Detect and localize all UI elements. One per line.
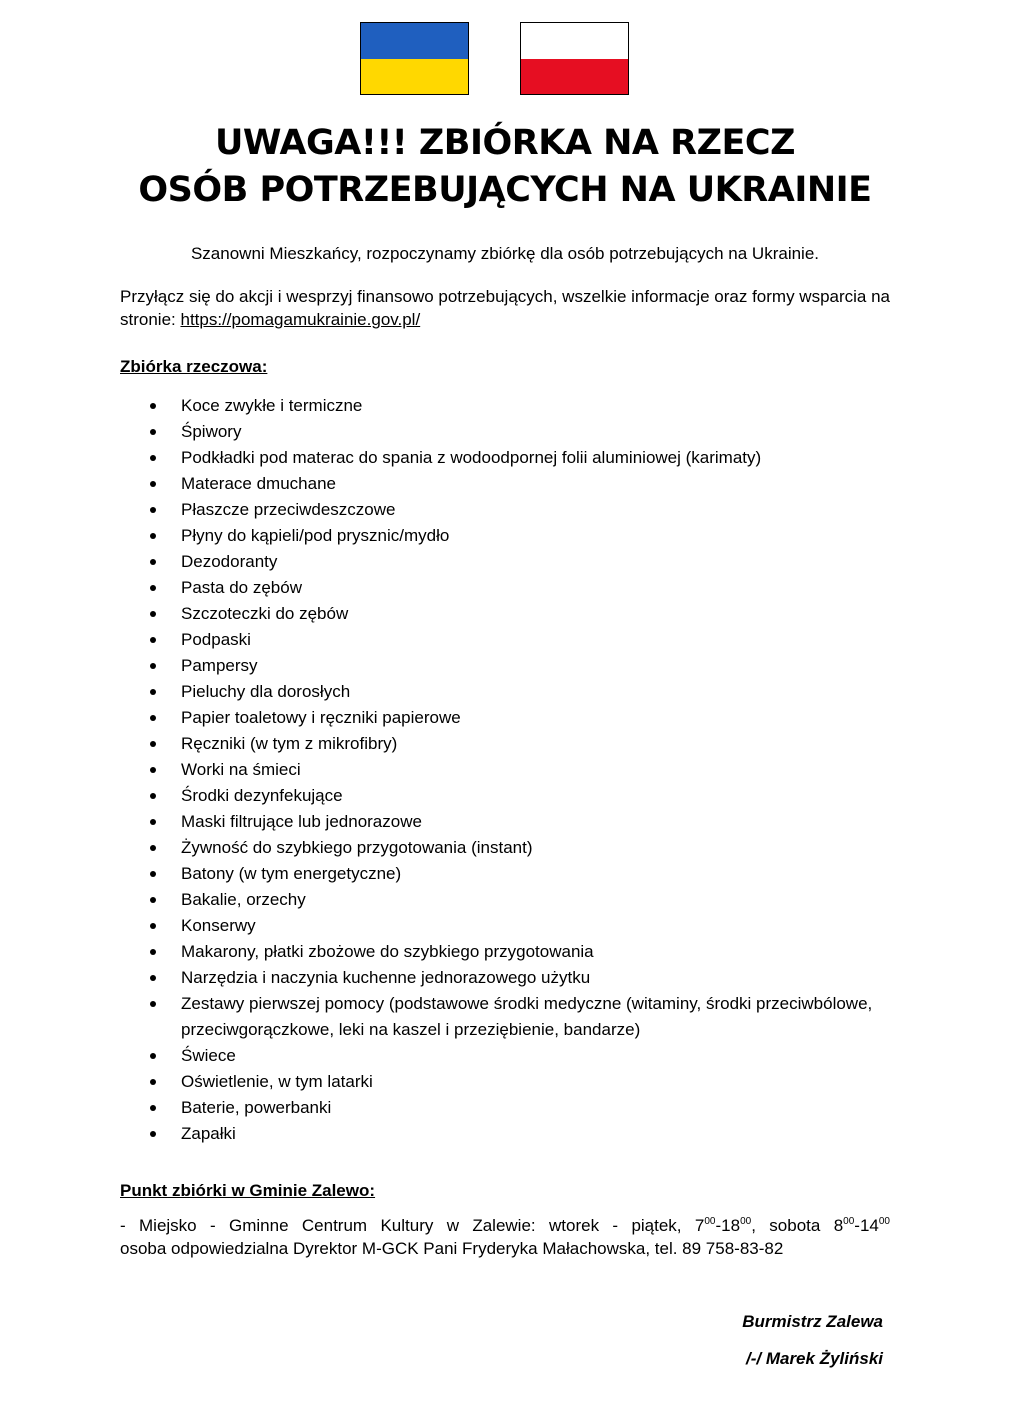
list-item: Śpiwory [120,419,900,445]
list-item: Narzędzia i naczynia kuchenne jednorazowego użytku [120,965,900,991]
list-item: Konserwy [120,913,900,939]
list-item: Dezodoranty [120,549,900,575]
list-item: Płaszcze przeciwdeszczowe [120,497,900,523]
support-link[interactable]: https://pomagamukrainie.gov.pl/ [180,310,421,329]
list-item: Świece [120,1043,900,1069]
list-item: Zestawy pierwszej pomocy (podstawowe środki medyczne (witaminy, środki przeciwbólowe, przeciwgorączkowe, leki na kaszel i przeziębienie, bandarze) [120,991,900,1043]
list-item: Materace dmuchane [120,471,900,497]
support-text: Przyłącz się do akcji i wesprzyj finansowo potrzebujących, wszelkie informacje oraz formy wsparcia na stronie: [120,287,891,329]
list-item: Bakalie, orzechy [120,887,900,913]
weekday-open: 7 [694,1216,705,1235]
saturday-close: 14 [859,1216,879,1235]
saturday-open-min: 00 [843,1216,855,1227]
list-item: Oświetlenie, w tym latarki [120,1069,900,1095]
weekday-open-min: 00 [704,1216,716,1227]
weekday-close-min: 00 [740,1216,752,1227]
list-item: Płyny do kąpieli/pod prysznic/mydło [120,523,900,549]
signature-title: Burmistrz Zalewa [742,1312,883,1331]
list-item: Pampersy [120,653,900,679]
ukraine-flag-icon [360,22,469,95]
signature-name: /-/ Marek Żyliński [746,1349,883,1368]
list-item: Podkładki pod materac do spania z wodoodpornej folii aluminiowej (karimaty) [120,445,900,471]
list-item: Maski filtrujące lub jednorazowe [120,809,900,835]
collection-place: - Miejsko - Gminne Centrum Kultury w Zalewie: wtorek - piątek, [120,1216,695,1235]
saturday-label: , sobota [751,1216,834,1235]
dash-1: - [715,1216,722,1235]
list-item: Batony (w tym energetyczne) [120,861,900,887]
collection-contact: osoba odpowiedzialna Dyrektor M-GCK Pani Fryderyka Małachowska, tel. 89 758-83-82 [120,1239,784,1258]
list-item: Szczoteczki do zębów [120,601,900,627]
list-item: Zapałki [120,1121,900,1147]
page-title [0,120,1010,214]
list-item: Ręczniki (w tym z mikrofibry) [120,731,900,757]
title-line-2: OSÓB POTRZEBUJĄCYCH NA UKRAINIE [138,170,872,210]
collection-point [120,1214,890,1260]
items-list [120,393,900,1147]
poland-flag-red-stripe [521,59,628,95]
collection-point-hours [120,1214,890,1237]
list-item: Środki dezynfekujące [120,783,900,809]
list-item: Żywność do szybkiego przygotowania (instant) [120,835,900,861]
list-item: Podpaski [120,627,900,653]
dash-2: - [854,1216,860,1235]
list-item: Koce zwykłe i termiczne [120,393,900,419]
ukraine-flag-blue-stripe [361,23,468,59]
flags [0,22,1010,99]
list-item: Makarony, płatki zbożowe do szybkiego przygotowania [120,939,900,965]
poland-flag-white-stripe [521,23,628,59]
poland-flag-icon [520,22,629,95]
point-heading: Punkt zbiórki w Gminie Zalewo: [120,1181,376,1200]
items-heading: Zbiórka rzeczowa: [120,357,268,376]
saturday-close-min: 00 [878,1216,890,1227]
list-item: Baterie, powerbanki [120,1095,900,1121]
title-line-1: UWAGA!!! ZBIÓRKA NA RZECZ [215,123,795,163]
list-item: Worki na śmieci [120,757,900,783]
list-item: Papier toaletowy i ręczniki papierowe [120,705,900,731]
saturday-open: 8 [833,1216,844,1235]
ukraine-flag-yellow-stripe [361,59,468,95]
intro-text: Szanowni Mieszkańcy, rozpoczynamy zbiórkę dla osób potrzebujących na Ukrainie. [190,244,820,263]
support-paragraph [120,285,890,331]
weekday-close: 18 [721,1216,741,1235]
list-item: Pasta do zębów [120,575,900,601]
list-item: Pieluchy dla dorosłych [120,679,900,705]
